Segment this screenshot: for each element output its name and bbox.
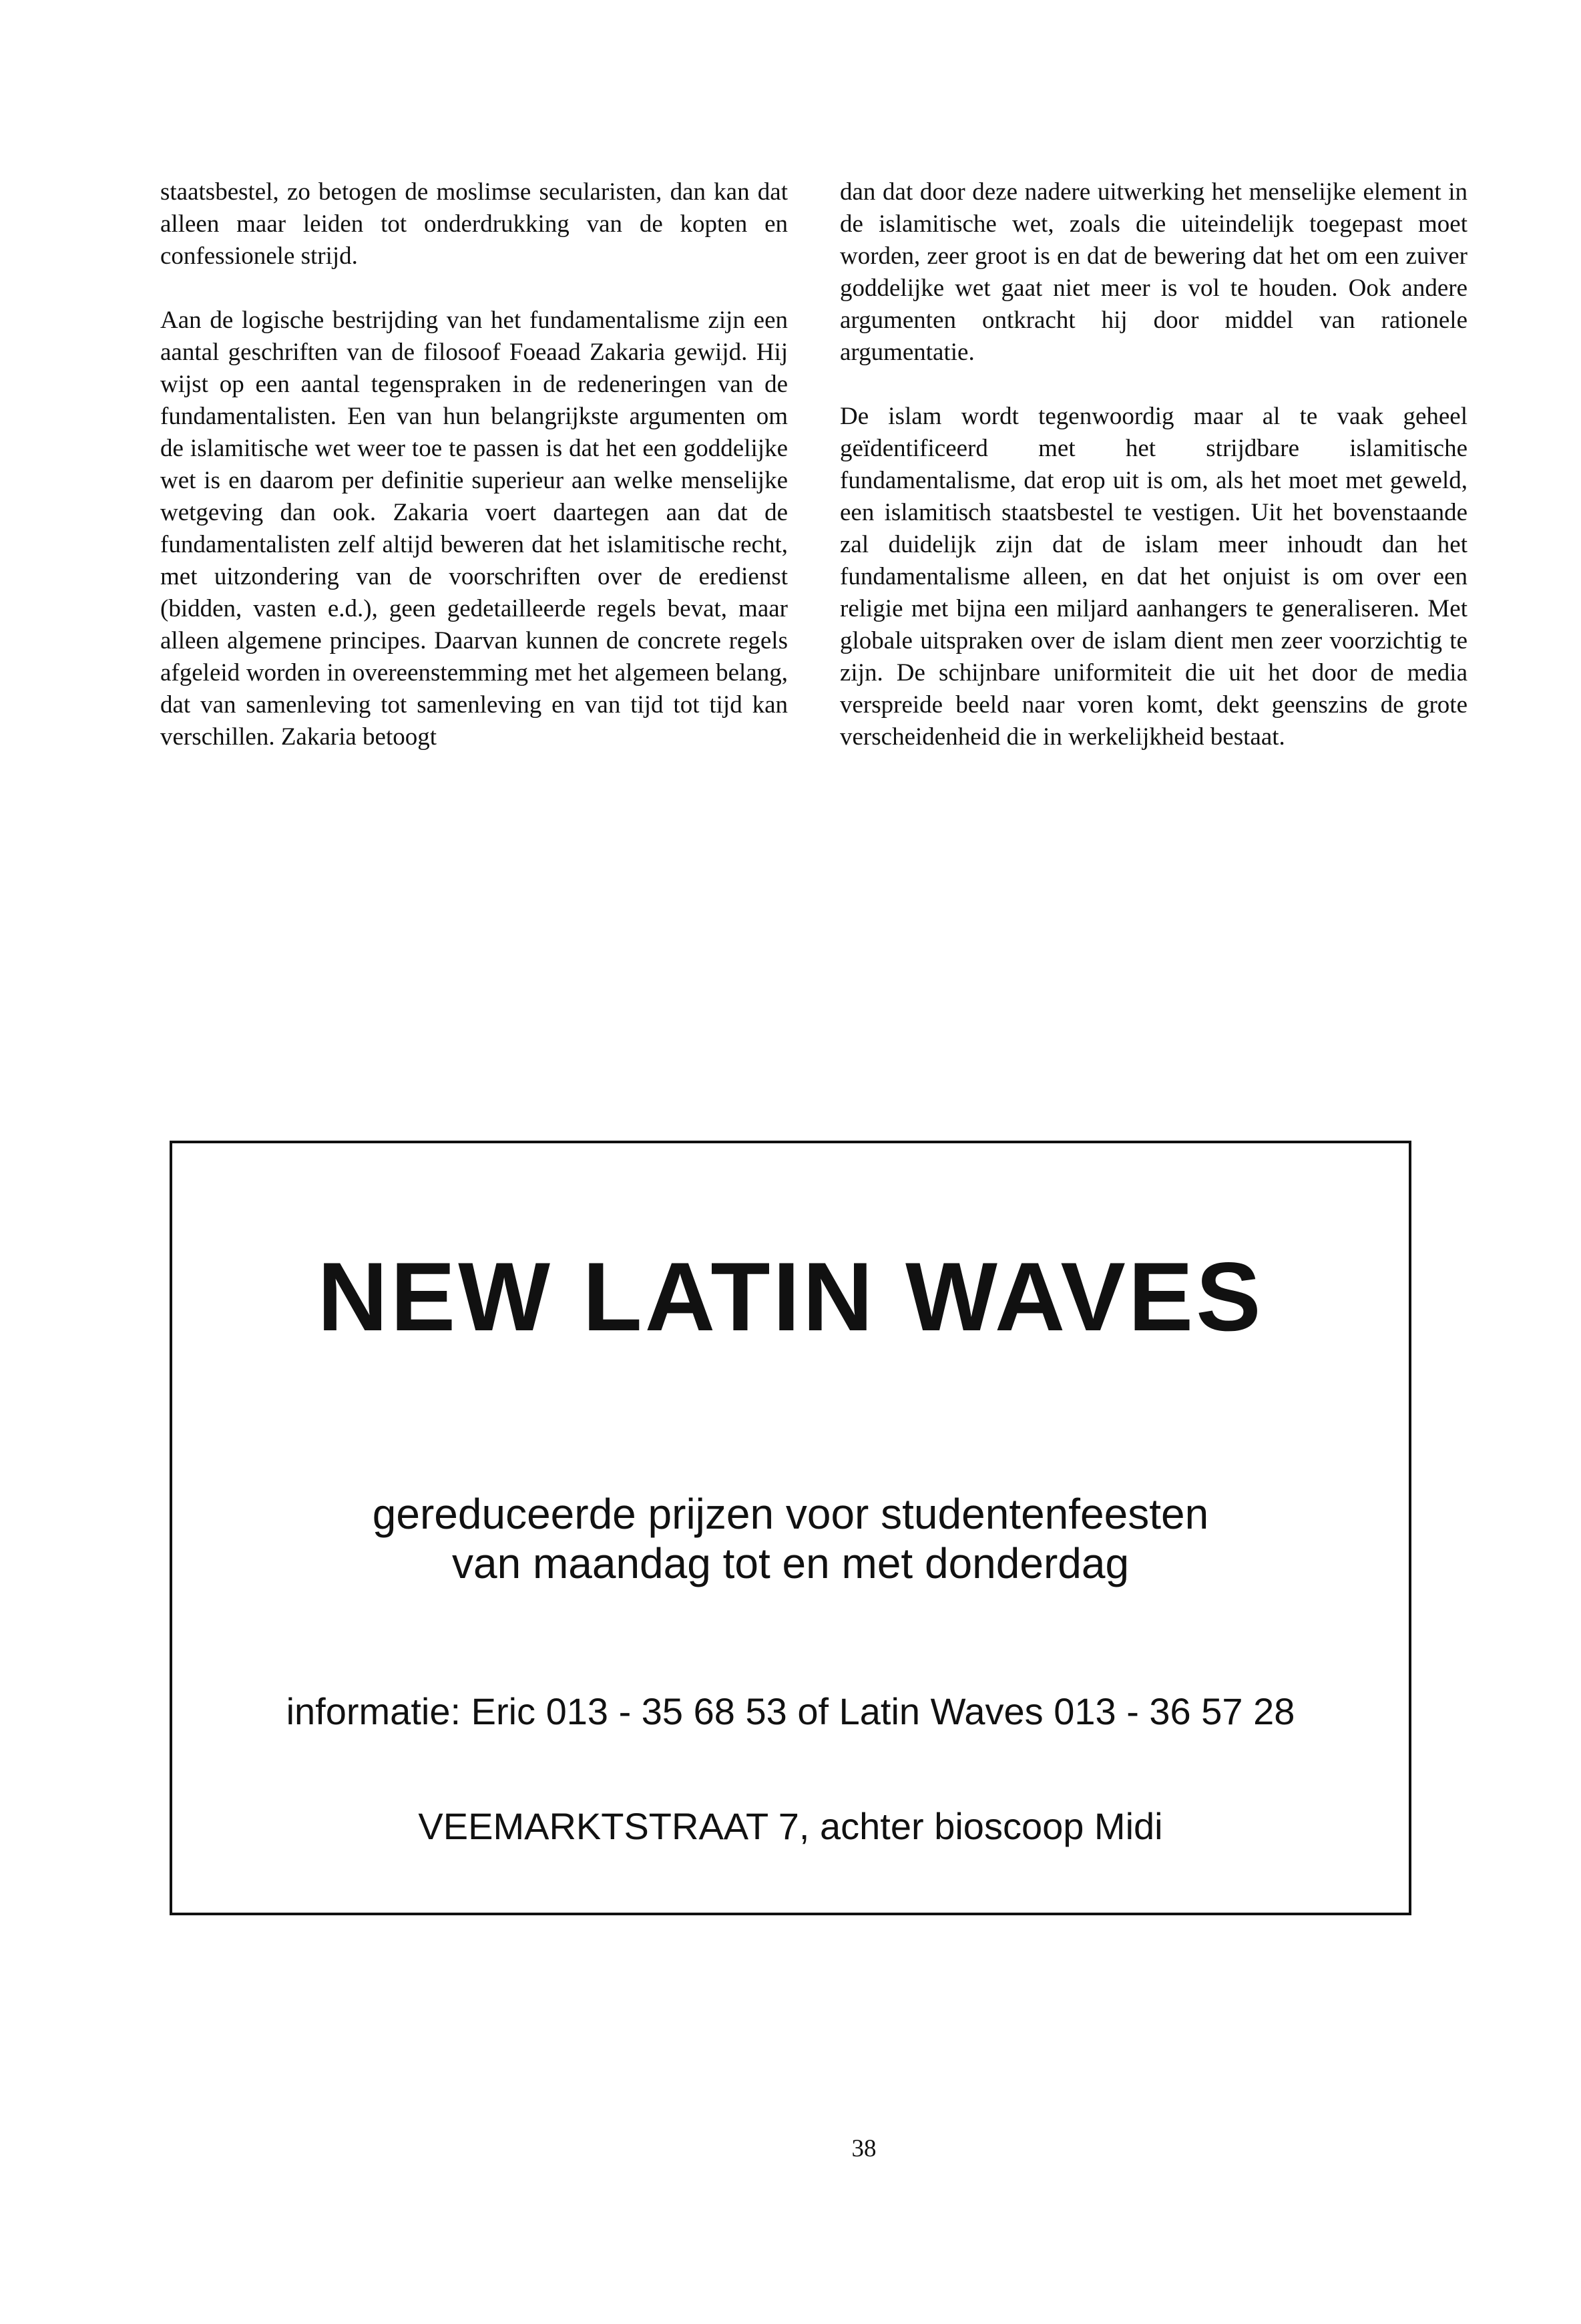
article-right-column [840,176,1467,753]
advertisement-box [170,1141,1411,1915]
advertisement-title: NEW LATIN WAVES [317,1242,1264,1351]
article-paragraph: dan dat door deze nadere uitwerking het menselijke element in de islamitische wet, zoals die uiteindelijk toegepast moet worden, zeer groot is en dat de bewering dat het om een zuiver goddelijke wet gaat niet meer is vol te houden. Ook andere argumenten ontkracht hij door middel van rationele argumentatie. [840,178,1467,366]
page-number: 38 [851,2135,877,2162]
article-left-column [160,176,788,753]
advertisement-subtitle [172,1489,1409,1588]
article-paragraph: staatsbestel, zo betogen de moslimse secularisten, dan kan dat alleen maar leiden tot onderdrukking van de kopten en confessionele strijd. [160,178,788,270]
advertisement-subtitle-line: van maandag tot en met donderdag [451,1539,1130,1587]
article-paragraph: Aan de logische bestrijding van het fundamentalisme zijn een aantal geschriften van de filosoof Foeaad Zakaria gewijd. Hij wijst op een aantal tegenspraken in de redeneringen van de fundamentalisten. Een van hun belangrijkste argumenten om de islamitische wet weer toe te passen is dat het een goddelijke wet is en daarom per definitie superieur aan welke menselijke wetgeving dan ook. Zakaria voert daartegen aan dat de fundamentalisten zelf altijd beweren dat het islamitische recht, met uitzondering van de voorschriften over de eredienst (bidden, vasten e.d.), geen gedetailleerde regels bevat, maar alleen algemene principes. Daarvan kunnen de concrete regels afgeleid worden in overeenstemming met het algemeen belang, dat van samenleving tot samenleving en van tijd tot tijd kan verschillen. Zakaria betoogt [160,307,788,751]
advertisement-subtitle-line: gereduceerde prijzen voor studentenfeesten [372,1490,1209,1538]
advertisement-address: VEEMARKTSTRAAT 7, achter bioscoop Midi [418,1805,1163,1847]
advertisement-contact-info: informatie: Eric 013 - 35 68 53 of Latin Waves 013 - 36 57 28 [286,1690,1295,1732]
article-paragraph: De islam wordt tegenwoordig maar al te vaak geheel geïdentificeerd met het strijdbare islamitische fundamentalisme, dat erop uit is om, als het moet met geweld, een islamitisch staatsbestel te vestigen. Uit het bovenstaande zal duidelijk zijn dat de islam meer inhoudt dan het fundamentalisme alleen, en dat het onjuist is om over een religie met bijna een miljard aanhangers te generaliseren. Met globale uitspraken over de islam dient men zeer voorzichtig te zijn. De schijnbare uniformiteit die uit het door de media verspreide beeld naar voren komt, dekt geenszins de grote verscheidenheid die in werkelijkheid bestaat. [840,403,1467,751]
